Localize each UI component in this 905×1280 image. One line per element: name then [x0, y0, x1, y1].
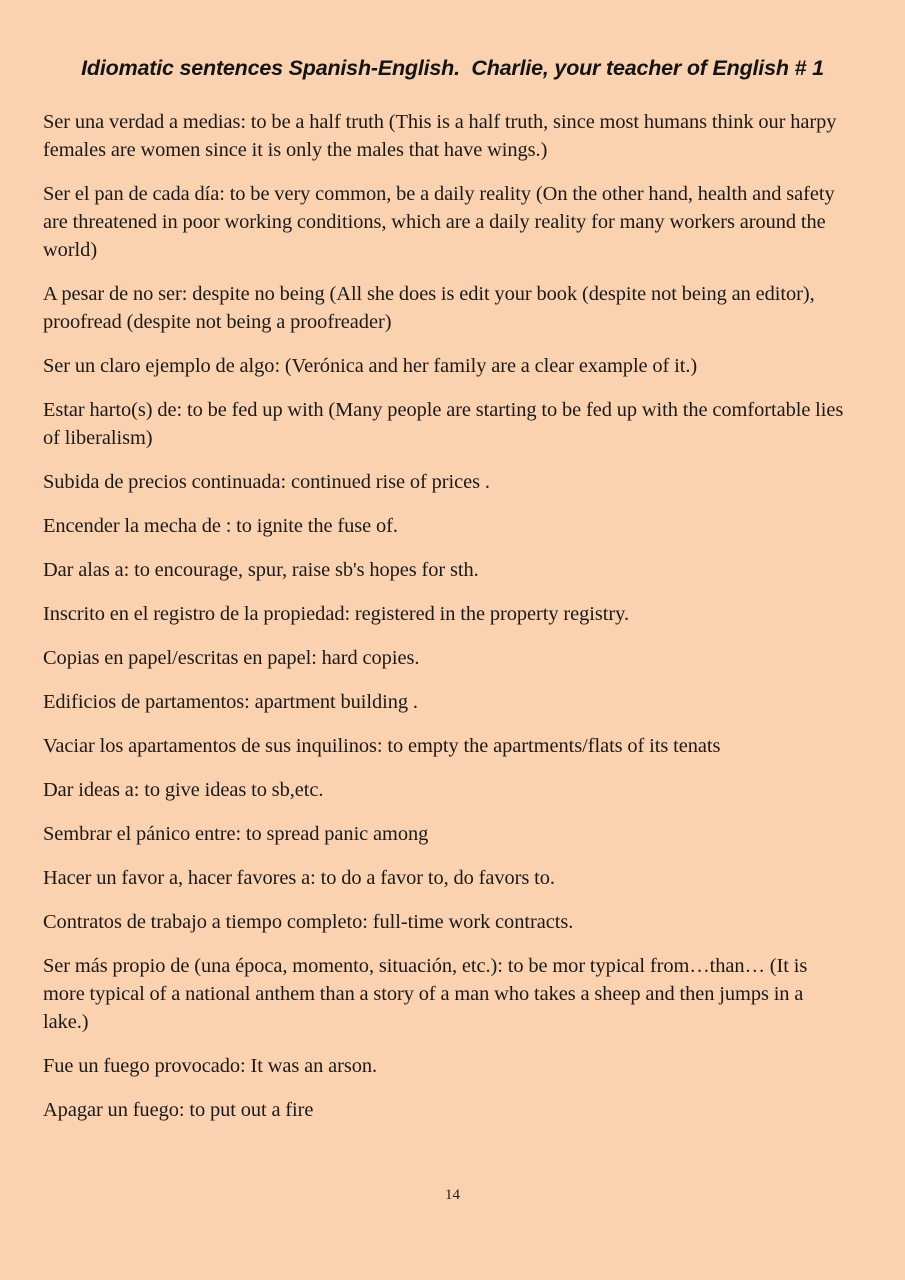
idiom-entry: Vaciar los apartamentos de sus inquilinos: to empty the apartments/flats of its tenats [43, 734, 721, 757]
idiom-entry: Ser una verdad a medias: to be a half truth (This is a half truth, since most humans think our harpy females are women since it is only the males that have wings.) [43, 110, 837, 161]
idiom-entry: Copias en papel/escritas en papel: hard copies. [43, 646, 420, 669]
page-number: 14 [445, 1187, 460, 1203]
idiom-entry: Contratos de trabajo a tiempo completo: full-time work contracts. [43, 910, 574, 933]
document-body [0, 108, 905, 1124]
idiom-entry: Subida de precios continuada: continued rise of prices . [43, 470, 490, 493]
idiom-entry: Sembrar el pánico entre: to spread panic among [43, 822, 429, 845]
idiom-entry: Estar harto(s) de: to be fed up with (Many people are starting to be fed up with the comfortable lies of liberalism) [43, 398, 844, 449]
idiom-entry: Apagar un fuego: to put out a fire [43, 1098, 314, 1121]
idiom-entry: Hacer un favor a, hacer favores a: to do a favor to, do favors to. [43, 866, 555, 889]
idiom-entry: Dar ideas a: to give ideas to sb,etc. [43, 778, 324, 801]
idiom-entry: Dar alas a: to encourage, spur, raise sb's hopes for sth. [43, 558, 479, 581]
idiom-entry: Ser el pan de cada día: to be very common, be a daily reality (On the other hand, health and safety are threatened in poor working conditions, which are a daily reality for many workers around the world) [43, 182, 835, 261]
idiom-entry: Inscrito en el registro de la propiedad: registered in the property registry. [43, 602, 630, 625]
page-title: Idiomatic sentences Spanish-English. Charlie, your teacher of English # 1 [81, 56, 824, 80]
idiom-entry: Fue un fuego provocado: It was an arson. [43, 1054, 378, 1077]
idiom-entry: Ser más propio de (una época, momento, situación, etc.): to be mor typical from…than… (It is more typical of a national anthem than a story of a man who takes a sheep and then jumps in a lake.) [43, 954, 808, 1033]
idiom-entry: Edificios de partamentos: apartment building . [43, 690, 418, 713]
idiom-entry: Encender la mecha de : to ignite the fuse of. [43, 514, 398, 537]
idiom-entry: Ser un claro ejemplo de algo: (Verónica and her family are a clear example of it.) [43, 354, 698, 377]
idiom-entry: A pesar de no ser: despite no being (All she does is edit your book (despite not being an editor), proofread (despite not being a proofreader) [43, 282, 815, 333]
